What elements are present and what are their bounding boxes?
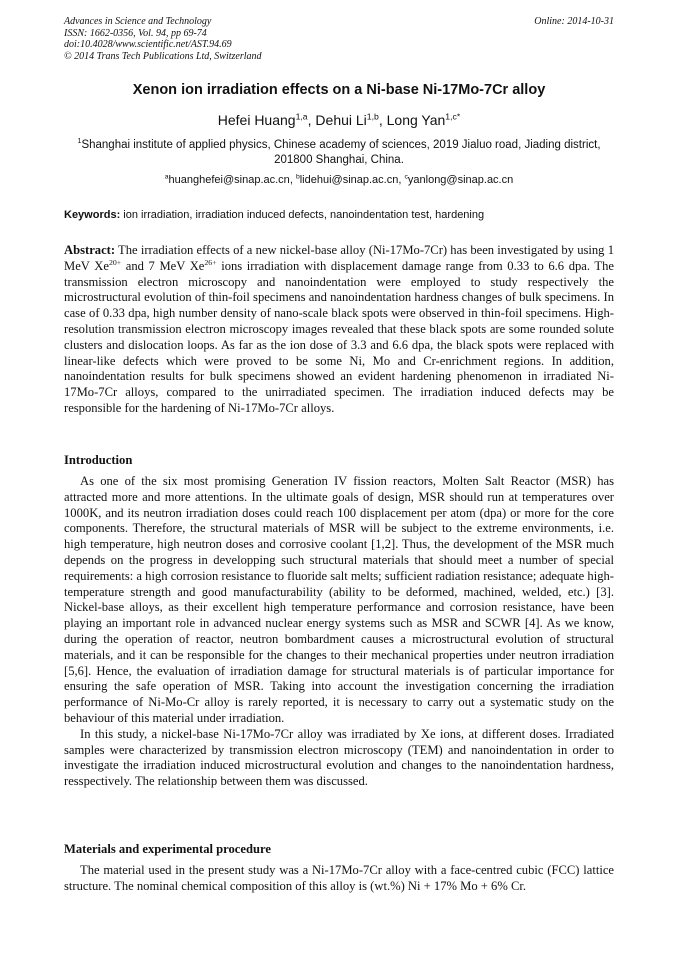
email-separator: , <box>289 174 296 186</box>
author-emails <box>64 174 614 186</box>
email-separator: , <box>398 174 405 186</box>
author-affil-mark: 1,b <box>366 111 379 122</box>
issn-line: ISSN: 1662-0356, Vol. 94, pp 69-74 <box>64 27 207 39</box>
introduction-body <box>64 474 614 790</box>
email-mark: c <box>404 173 408 181</box>
abstract <box>64 243 614 417</box>
paragraph: The material used in the present study was a Ni-17Mo-7Cr alloy with a face-centred cubic (FCC) lattice structure. The nominal chemical composition of this alloy is (wt.%) Ni + 17% Mo + 6% Cr. <box>64 863 614 893</box>
abstract-text: The irradiation effects of a new nickel-base alloy (Ni-17Mo-7Cr) has been investigated by using 1 MeV Xe <box>64 243 614 273</box>
keywords-text: ion irradiation, irradiation induced defects, nanoindentation test, hardening <box>120 209 485 221</box>
author-name: Long Yan <box>386 112 446 128</box>
abstract-text: and 7 MeV Xe <box>121 258 205 273</box>
materials-body <box>64 863 614 895</box>
author-name: Dehui Li <box>315 112 367 128</box>
affiliation <box>64 138 614 168</box>
email-address[interactable]: yanlong@sinap.ac.cn <box>407 174 514 186</box>
charge-state: 20+ <box>108 257 122 267</box>
section-heading-introduction: Introduction <box>64 453 133 467</box>
author-affil-mark: 1,c* <box>445 111 461 122</box>
email-mark: a <box>164 173 169 181</box>
abstract-text: ions irradiation with displacement damage range from 0.33 to 6.6 dpa. The transmission electron microscopy and nanoindentation were employed to study respectively the microstructural evolution of thin-foil specimens and nanoindentation hardness changes of bulk specimens. In case of 0.33 dpa, high number density of nano-scale black spots were observed in thin-foil specimens. High-resolution transmission electron microscopy images revealed that these black spots are some rounded solute clusters and dislocation loops. As far as the ion dose of 3.3 and 6.6 dpa, the black spots were replaced with linear-like defects which were proved to be some Ni, Mo and Cr-enrichment regions. In addition, nanoindentation results for bulk specimens showed an evident hardening phenomenon in irradiated Ni-17Mo-7Cr alloys, compared to the unirradiated specimen. The irradiation induced defects may be responsible for the hardening of Ni-17Mo-7Cr alloys. <box>64 258 614 415</box>
author-affil-mark: 1,a <box>295 111 308 122</box>
affiliation-text: Shanghai institute of applied physics, Chinese academy of sciences, 2019 Jialuo road, Jiading district, 201800 Shanghai, China. <box>81 139 601 166</box>
email-address[interactable]: huanghefei@sinap.ac.cn <box>168 174 290 186</box>
keywords <box>64 209 614 221</box>
abstract-label: Abstract: <box>64 243 116 257</box>
doi-line: doi:10.4028/www.scientific.net/AST.94.69 <box>64 39 232 50</box>
online-date: Online: 2014-10-31 <box>534 16 614 27</box>
section-heading-materials: Materials and experimental procedure <box>64 842 271 856</box>
affiliation-mark: 1 <box>77 137 82 146</box>
email-mark: b <box>295 173 300 181</box>
journal-name: Advances in Science and Technology <box>64 16 212 27</box>
author-separator: , <box>307 112 316 128</box>
journal-header <box>64 16 614 62</box>
author-name: Hefei Huang <box>217 112 296 128</box>
author-separator: , <box>378 112 387 128</box>
paragraph: As one of the six most promising Generation IV fission reactors, Molten Salt Reactor (MSR) has attracted more and more attentions. In the ultimate goals of design, MSR should run at temperatures over 1000K, and its neutron irradiation doses could reach 100 displacement per atom (dpa) or more for the core components. Therefore, the structural materials of MSR will be subject to the extreme environments, i.e. high temperature, high neutron doses and corrosive coolant [1,2]. Thus, the development of the MSR much depends on the progress in developping such structural materials that should meet a number of special requirements: a high corrosion resistance to fluoride salt melts; sufficient radiation resistance; adequate high-temperature strength and good manufacturability (ability to be deformed, machined, welded, etc.) [3]. Nickel-base alloys, as their excellent high temperature performance and corrosion resistance, have been playing an important role in advanced nuclear energy systems such as MSR and SCWR [4]. As we know, during the operation of reactor, neutron bombardment causes a microstructural evolution of structural materials, and it can be responsible for the changes to their mechanical properties under neutron irradiation [5,6]. Hence, the evaluation of irradiation damage for structural materials is of particular importance for ensuring the safe operation of MSR. Taking into account the investigation concerning the irradiation performance of Ni-Mo-Cr alloy is rarely reported, it is necessary to carry out a systematic study on the behaviour of this material under irradiation. <box>64 474 614 725</box>
paragraph: In this study, a nickel-base Ni-17Mo-7Cr alloy was irradiated by Xe ions, at different doses. Irradiated samples were characterized by transmission electron microscopy (TEM) and nanoindentation in order to investigate the irradiation induced microstructural evolution and changes to the nanoindentation hardness, resspectively. The relationship between them was discussed. <box>64 726 614 789</box>
paper-title: Xenon ion irradiation effects on a Ni-base Ni-17Mo-7Cr alloy <box>132 82 546 98</box>
copyright-line: © 2014 Trans Tech Publications Ltd, Switzerland <box>64 50 262 62</box>
author-list <box>40 112 638 128</box>
email-address[interactable]: lidehui@sinap.ac.cn <box>299 174 399 186</box>
keywords-label: Keywords: <box>64 209 121 221</box>
charge-state: 26+ <box>204 257 217 267</box>
